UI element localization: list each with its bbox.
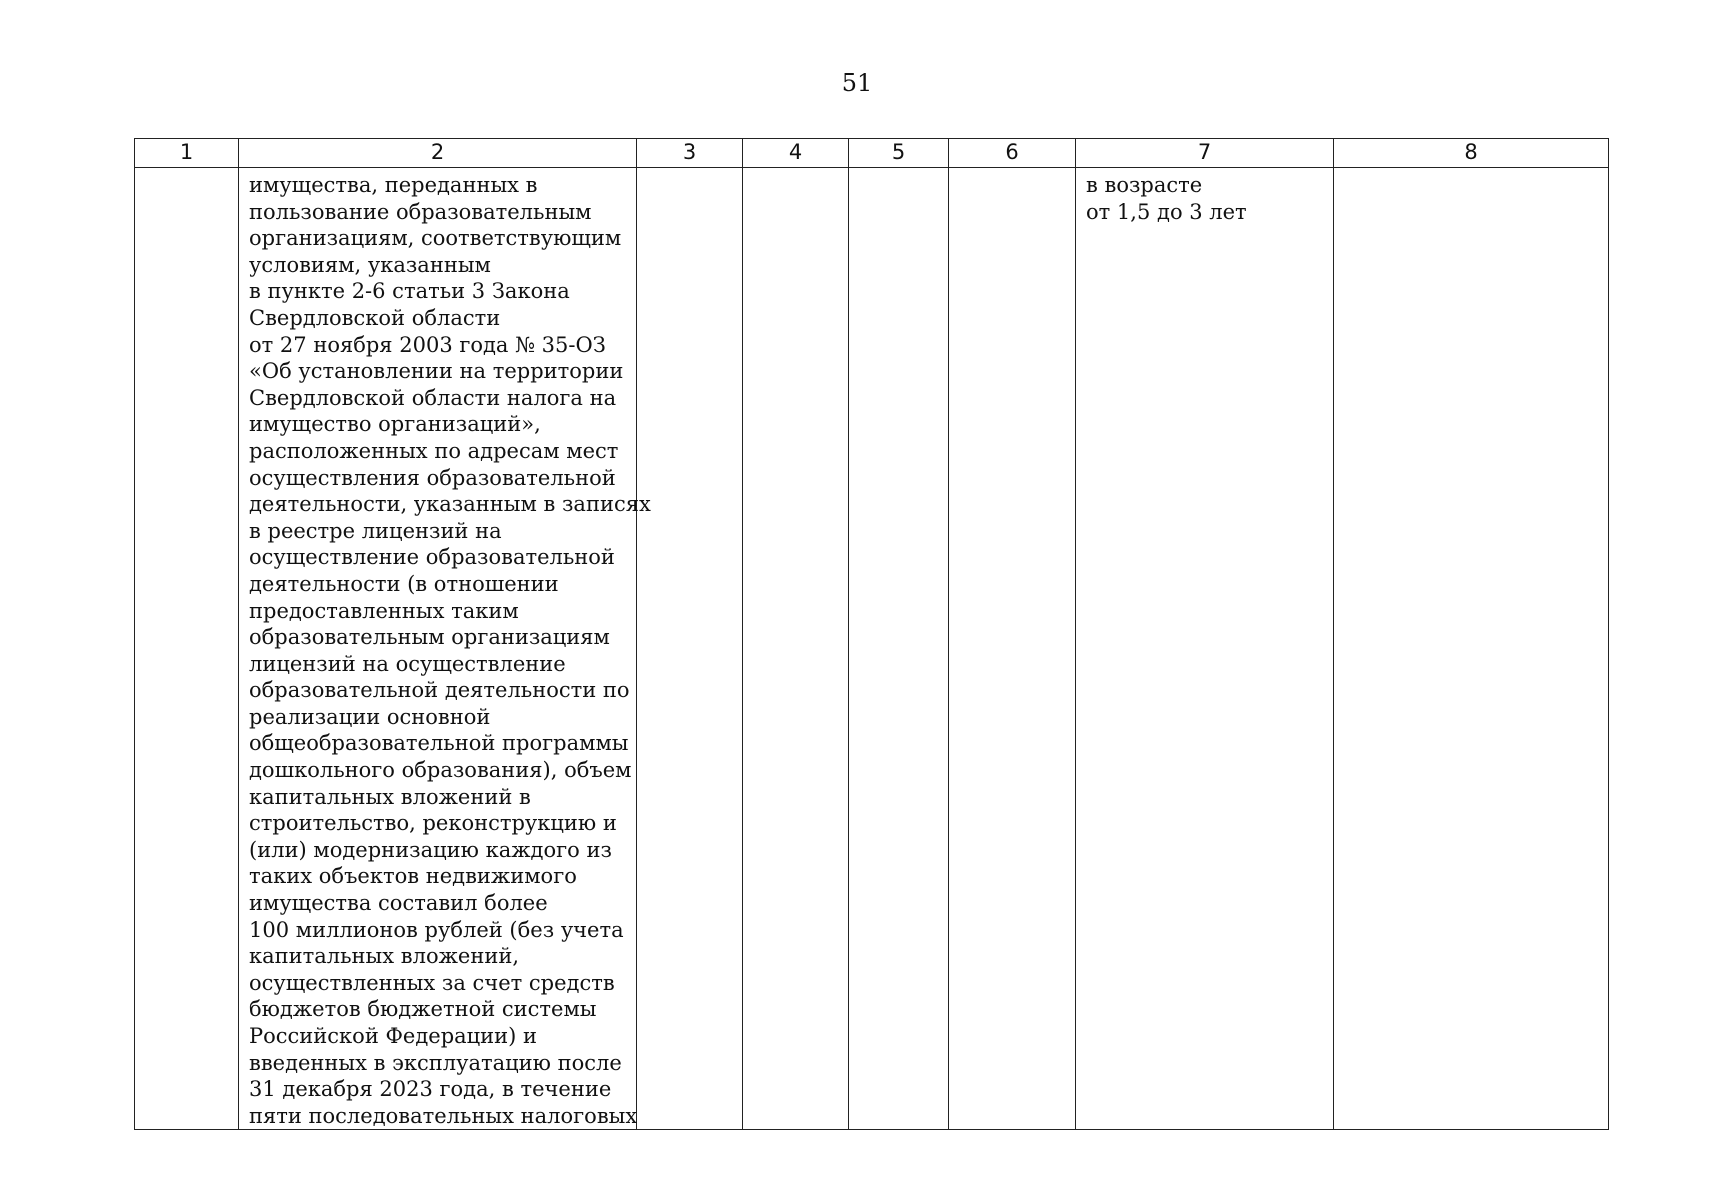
text-line: пяти последовательных налоговых xyxy=(249,1103,638,1128)
column-header-1: 1 xyxy=(135,139,239,168)
table-row xyxy=(135,168,1609,1130)
text-line: 31 декабря 2023 года, в течение xyxy=(249,1077,612,1102)
text-line: имущество организаций», xyxy=(249,412,541,437)
cell-col-1 xyxy=(135,168,239,1130)
text-line: осуществленных за счет средств xyxy=(249,970,615,995)
col-2-text-block xyxy=(239,168,651,1129)
text-line: деятельности, указанным в записях xyxy=(249,492,651,517)
cell-col-2 xyxy=(239,168,651,1130)
text-line: образовательным организациям xyxy=(249,625,610,650)
text-line: Свердловской области xyxy=(249,305,501,330)
column-header-6: 6 xyxy=(949,139,1076,168)
text-line: общеобразовательной программы xyxy=(249,731,629,756)
text-line: образовательной деятельности по xyxy=(249,678,630,703)
text-line: «Об установлении на территории xyxy=(249,359,624,384)
text-line: в пункте 2-6 статьи 3 Закона xyxy=(249,279,570,304)
column-header-5: 5 xyxy=(849,139,949,168)
cell-col-4 xyxy=(743,168,849,1130)
text-line: осуществление образовательной xyxy=(249,545,615,570)
text-line: реализации основной xyxy=(249,704,491,729)
column-header-2: 2 xyxy=(239,139,637,168)
text-line: строительство, реконструкцию и xyxy=(249,811,617,836)
text-line: (или) модернизацию каждого из xyxy=(249,837,612,862)
text-line: от 1,5 до 3 лет xyxy=(1086,199,1247,224)
col-7-text-block xyxy=(1076,168,1333,225)
cell-col-5 xyxy=(849,168,949,1130)
text-line: в реестре лицензий на xyxy=(249,518,502,543)
text-line: лицензий на осуществление xyxy=(249,651,566,676)
text-line: имущества, переданных в xyxy=(249,173,538,197)
text-line: дошкольного образования), объем xyxy=(249,758,632,783)
text-line: Свердловской области налога на xyxy=(249,385,617,410)
text-line: в возрасте xyxy=(1086,173,1203,197)
document-table xyxy=(134,138,1609,1130)
cell-col-8 xyxy=(1334,168,1609,1130)
text-line: имущества составил более xyxy=(249,891,548,916)
text-line: организациям, соответствующим xyxy=(249,226,622,251)
page-number: 51 xyxy=(841,69,873,97)
text-line: осуществления образовательной xyxy=(249,465,616,490)
text-line: деятельности (в отношении xyxy=(249,571,559,596)
cell-col-6 xyxy=(949,168,1076,1130)
text-line: капитальных вложений в xyxy=(249,784,531,809)
column-header-4: 4 xyxy=(743,139,849,168)
text-line: капитальных вложений, xyxy=(249,944,519,969)
text-line: введенных в эксплуатацию после xyxy=(249,1050,622,1075)
text-line: условиям, указанным xyxy=(249,252,491,277)
text-line: предоставленных таким xyxy=(249,598,519,623)
text-line: бюджетов бюджетной системы xyxy=(249,997,597,1022)
cell-col-3 xyxy=(637,168,743,1130)
text-line: от 27 ноября 2003 года № 35-ОЗ xyxy=(249,332,606,357)
column-header-3: 3 xyxy=(637,139,743,168)
column-header-7: 7 xyxy=(1076,139,1334,168)
text-line: пользование образовательным xyxy=(249,199,592,224)
text-line: таких объектов недвижимого xyxy=(249,864,577,889)
table-header-row xyxy=(135,139,1609,168)
column-header-8: 8 xyxy=(1334,139,1609,168)
text-line: Российской Федерации) и xyxy=(249,1024,538,1048)
text-line: расположенных по адресам мест xyxy=(249,438,619,463)
text-line: 100 миллионов рублей (без учета xyxy=(249,917,624,942)
cell-col-7 xyxy=(1076,168,1334,1130)
